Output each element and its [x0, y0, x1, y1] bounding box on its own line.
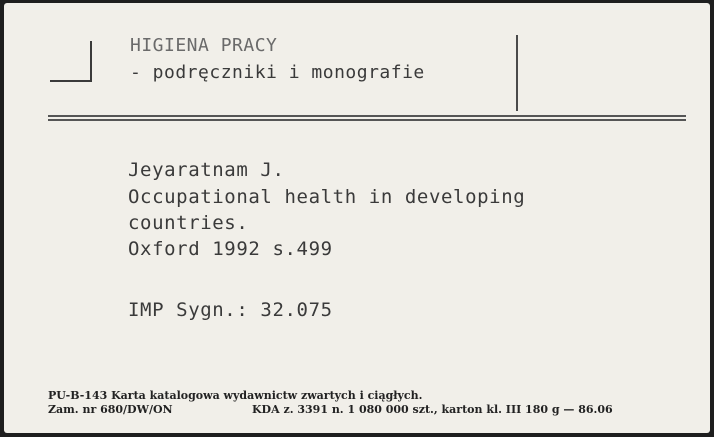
entry-title-line2: countries. — [128, 212, 249, 234]
header-double-rule — [48, 115, 686, 121]
entry-title-line1: Occupational health in developing — [128, 186, 526, 208]
entry-signature: IMP Sygn.: 32.075 — [128, 299, 333, 321]
entry-imprint: Oxford 1992 s.499 — [128, 238, 333, 260]
footer-print-info: KDA z. 3391 n. 1 080 000 szt., karton kl. III 180 g — 86.06 — [252, 403, 613, 416]
subject-heading: HIGIENA PRACY — [130, 35, 278, 56]
subject-bracket-horizontal — [50, 80, 91, 82]
footer-order-number: Zam. nr 680/DW/ON — [48, 403, 173, 416]
entry-author: Jeyaratnam J. — [128, 159, 285, 181]
subject-right-rule — [516, 35, 518, 111]
catalog-card — [4, 3, 710, 433]
subject-subheading: - podręczniki i monografie — [130, 62, 425, 83]
subject-bracket-vertical — [90, 41, 92, 82]
footer-form-line: PU-B-143 Karta katalogowa wydawnictw zwartych i ciągłych. — [48, 389, 423, 402]
